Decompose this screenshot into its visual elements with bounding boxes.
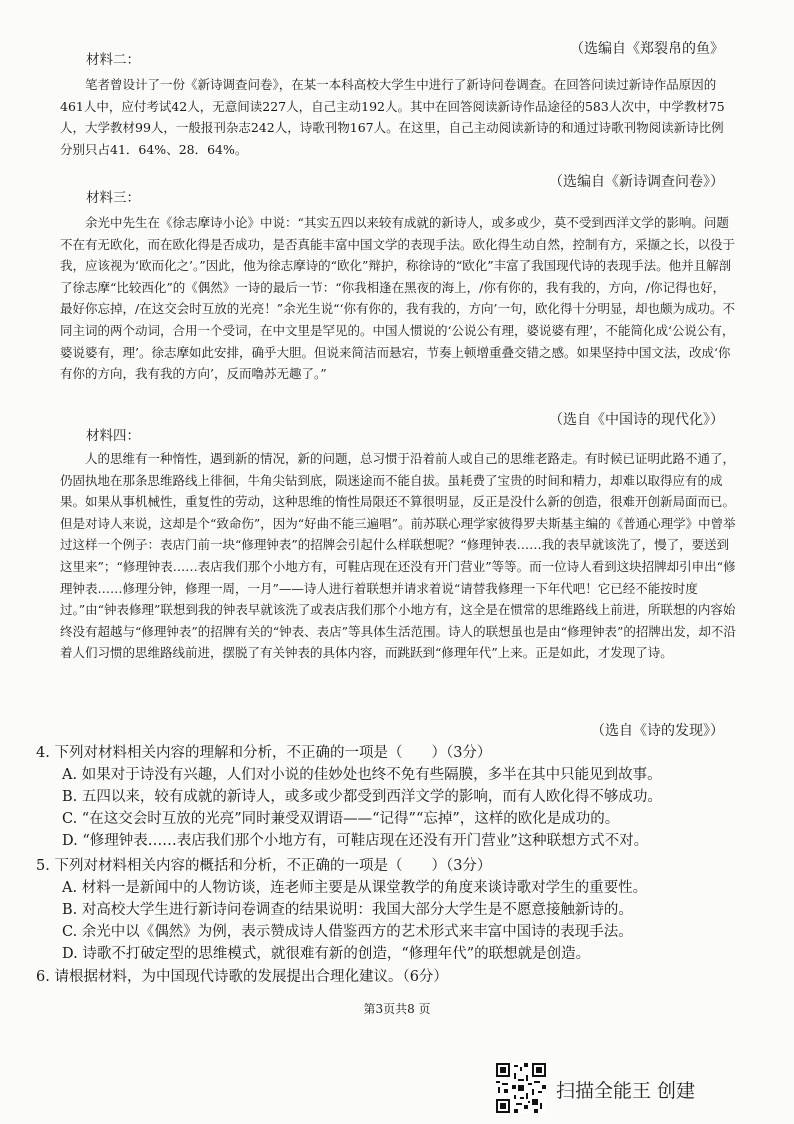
question-5-option-a: A. 材料一是新闻中的人物访谈，连老师主要是从课堂教学的角度来谈诗歌对学生的重要性。 [62,880,648,896]
question-4-stem: 4. 下列对材料相关内容的理解和分析，不正确的一项是（ ）（3分） [36,745,492,761]
question-4-option-d: D. “修理钟表……表店我们那个小地方有，可鞋店现在还没有开门营业”这种联想方式不对。 [62,833,649,849]
question-5 [36,855,746,965]
material-4-body [60,448,736,664]
qr-code-icon [496,1063,546,1113]
source-citation-material-4: （选自《诗的发现》） [591,723,724,739]
material-2-body [60,74,736,160]
material-4-text: 人的思维有一种惰性，遇到新的情况，新的问题，总习惯于沿着前人或自己的思维老路走。有时候已证明此路不通了，仍固执地在那条思维路线上徘徊，牛角尖钻到底，陨迷途而不能自拔。虽耗费了宝贵的时间和精力，却难以取得应有的成果。如果从事机械性，重复性的劳动，这种思维的惰性局限还不算很明显，反正是没什么新的创造，很难开创新局面而已。但是对诗人来说，这却是个“致命伤”，因为“好曲不能三遍唱”。前苏联心理学家彼得罗夫斯基主编的《普通心理学》中曾举过这样一个例子：表店门前一块“修理钟表”的招牌会引起什么样联想呢？“修理钟表……我的表早就该洗了，慢了，要送到这里来”；“修理钟表……表店我们那个小地方有，可鞋店现在还没有开门营业”等等。而一位诗人看到这块招牌却引申出“修理钟表……修理分钟，修理一周，一月”——诗人进行着联想并请求着说“请替我修理一下年代吧！它已经不能按时度过。”由“钟表修理”联想到我的钟表早就该洗了或表店我们那个小地方有，这全是在惯常的思维路线上前进，所联想的内容始终没有超越与“修理钟表”的招牌有关的“钟表、表店”等具体生活范围。诗人的联想虽也是由“修理钟表”的招牌出发，却不沿着人们习惯的思维路线前进，摆脱了有关钟表的具体内容，而跳跃到“修理年代”上来。正是如此，才发现了诗。 [60,451,736,661]
question-5-option-b: B. 对高校大学生进行新诗问卷调查的结果说明：我国大部分大学生是不愿意接触新诗的。 [62,902,633,918]
source-citation-material-2: （选编自《新诗调查问卷》） [549,174,724,190]
question-4-option-b: B. 五四以来，较有成就的新诗人，或多或少都受到西洋文学的影响，而有人欧化得不够成功。 [62,789,662,805]
material-3-body [60,212,736,385]
scanner-watermark: 扫描全能王 创建 [556,1080,696,1102]
material-3-label: 材料三： [86,190,140,206]
question-4 [36,742,746,852]
question-5-option-c: C. 余光中以《偶然》为例，表示赞成诗人借鉴西方的艺术形式来丰富中国诗的表现手法。 [62,924,633,940]
source-citation-material-1: （选编自《郑裂帛的鱼》 [570,41,724,57]
material-4-label: 材料四： [86,428,140,444]
question-5-stem: 5. 下列对材料相关内容的概括和分析，不正确的一项是（ ）（3分） [36,858,492,874]
question-5-option-d: D. 诗歌不打破定型的思维模式，就很难有新的创造，“修理年代”的联想就是创造。 [62,946,591,962]
material-3-text: 余光中先生在《徐志摩诗小论》中说：“其实五四以来较有成就的新诗人，或多或少，莫不受到西洋文学的影响。问题不在有无欧化，而在欧化得是否成功，是否真能丰富中国文学的表现手法。欧化得生动自然，控制有方，采撷之长，以役于我，应该视为‘欧而化之’。”因此，他为徐志摩诗的“欧化”辩护，称徐诗的“欧化”丰富了我国现代诗的表现手法。他并且解剖了徐志摩“比较西化”的《偶然》一诗的最后一节：“你我相逢在黑夜的海上，/你有你的，我有我的，方向，/你记得也好，最好你忘掉，/在这交会时互放的光亮！”余光生说“‘你有你的，我有我的，方向’一句，欧化得十分明显，却也颇为成功。不同主词的两个动词，合用一个受词，在中文里是罕见的。中国人惯说的‘公说公有理，婆说婆有理’，不能简化成‘公说公有，婆说婆有，理’。徐志摩如此安排，确乎大胆。但说来简洁而悬宕，节奏上顿增重叠交错之感。如果坚持中国文法，改成‘你有你的方向，我有我的方向’，反而噜苏无趣了。” [60,215,736,382]
question-4-option-a: A. 如果对于诗没有兴趣，人们对小说的佳妙处也终不免有些隔膜，多半在其中只能见到故事。 [62,767,662,783]
material-2-label: 材料二： [86,52,140,68]
source-citation-material-3: （选自《中国诗的现代化》） [549,412,724,428]
question-4-option-c: C. “在这交会时互放的光亮”同时兼受双谓语——“记得”“忘掉”，这样的欧化是成功的。 [62,811,620,827]
question-6-stem: 6. 请根据材料，为中国现代诗歌的发展提出合理化建议。（6分） [36,969,448,985]
page-number: 第3页共8 页 [363,1002,431,1016]
question-6 [36,966,746,988]
material-2-text: 笔者曾设计了一份《新诗调查问卷》，在某一本科高校大学生中进行了新诗问卷调查。在回答问读过新诗作品原因的461人中，应付考试42人，无意间读227人，自己主动192人。其中在回答阅读新诗作品途径的583人次中，中学教材75人，大学教材99人，一般报刊杂志242人，诗歌刊物167人。在这里，自己主动阅读新诗的和通过诗歌刊物阅读新诗比例分别只占41．64%、28．64%。 [60,77,725,157]
